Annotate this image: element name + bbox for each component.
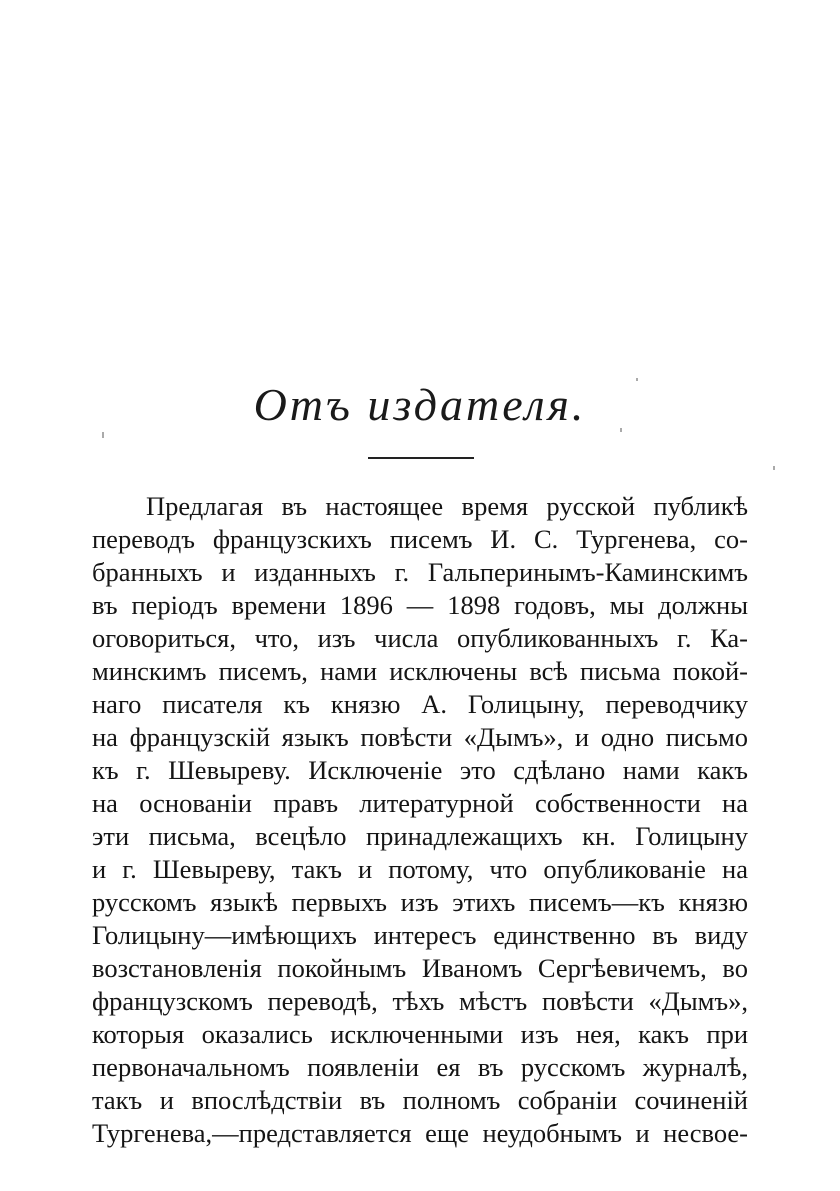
text-line: переводъ французскихъ писемъ И. С. Тургенева, со- [92, 524, 748, 554]
text-line: на французскій языкъ повѣсти «Дымъ», и одно письмо [92, 722, 748, 752]
text-line: минскимъ писемъ, нами исключены всѣ письма покой- [92, 656, 748, 686]
text-line: такъ и впослѣдствіи въ полномъ собраніи сочиненій [92, 1085, 748, 1115]
print-speck [620, 428, 622, 432]
text-line: оговориться, что, изъ числа опубликованныхъ г. Ка- [92, 623, 748, 653]
page-title: Отъ издателя. [253, 379, 587, 430]
text-line: Голицыну—имѣющихъ интересъ единственно въ виду [92, 920, 748, 950]
text-line: Тургенева,—представляется еще неудобнымъ и несвое- [92, 1118, 748, 1148]
text-line: и г. Шевыреву, такъ и потому, что опубликованіе на [92, 854, 748, 884]
print-speck [773, 466, 775, 470]
text-line: русскомъ языкѣ первыхъ изъ этихъ писемъ—къ князю [92, 887, 748, 917]
text-line: въ періодъ времени 1896 — 1898 годовъ, мы должны [92, 590, 748, 620]
print-speck [636, 378, 638, 381]
title-divider [368, 457, 474, 459]
text-line: которыя оказались исключенными изъ нея, какъ при [92, 1019, 748, 1049]
text-line: наго писателя къ князю А. Голицыну, переводчику [92, 689, 748, 719]
text-line: первоначальномъ появленіи ея въ русскомъ журналѣ, [92, 1052, 748, 1082]
body-text [92, 490, 748, 1150]
text-line: эти письма, всецѣло принадлежащихъ кн. Голицыну [92, 821, 748, 851]
text-line: возстановленія покойнымъ Иваномъ Сергѣевичемъ, во [92, 953, 748, 983]
text-line: бранныхъ и изданныхъ г. Гальперинымъ-Каминскимъ [92, 557, 748, 587]
text-line: къ г. Шевыреву. Исключеніе это сдѣлано нами какъ [92, 755, 748, 785]
text-line: Предлагая въ настоящее время русской публикѣ [146, 491, 748, 521]
print-speck [102, 432, 104, 438]
text-line: на основаніи правъ литературной собственности на [92, 788, 748, 818]
text-line: французскомъ переводѣ, тѣхъ мѣстъ повѣсти «Дымъ», [92, 986, 748, 1016]
